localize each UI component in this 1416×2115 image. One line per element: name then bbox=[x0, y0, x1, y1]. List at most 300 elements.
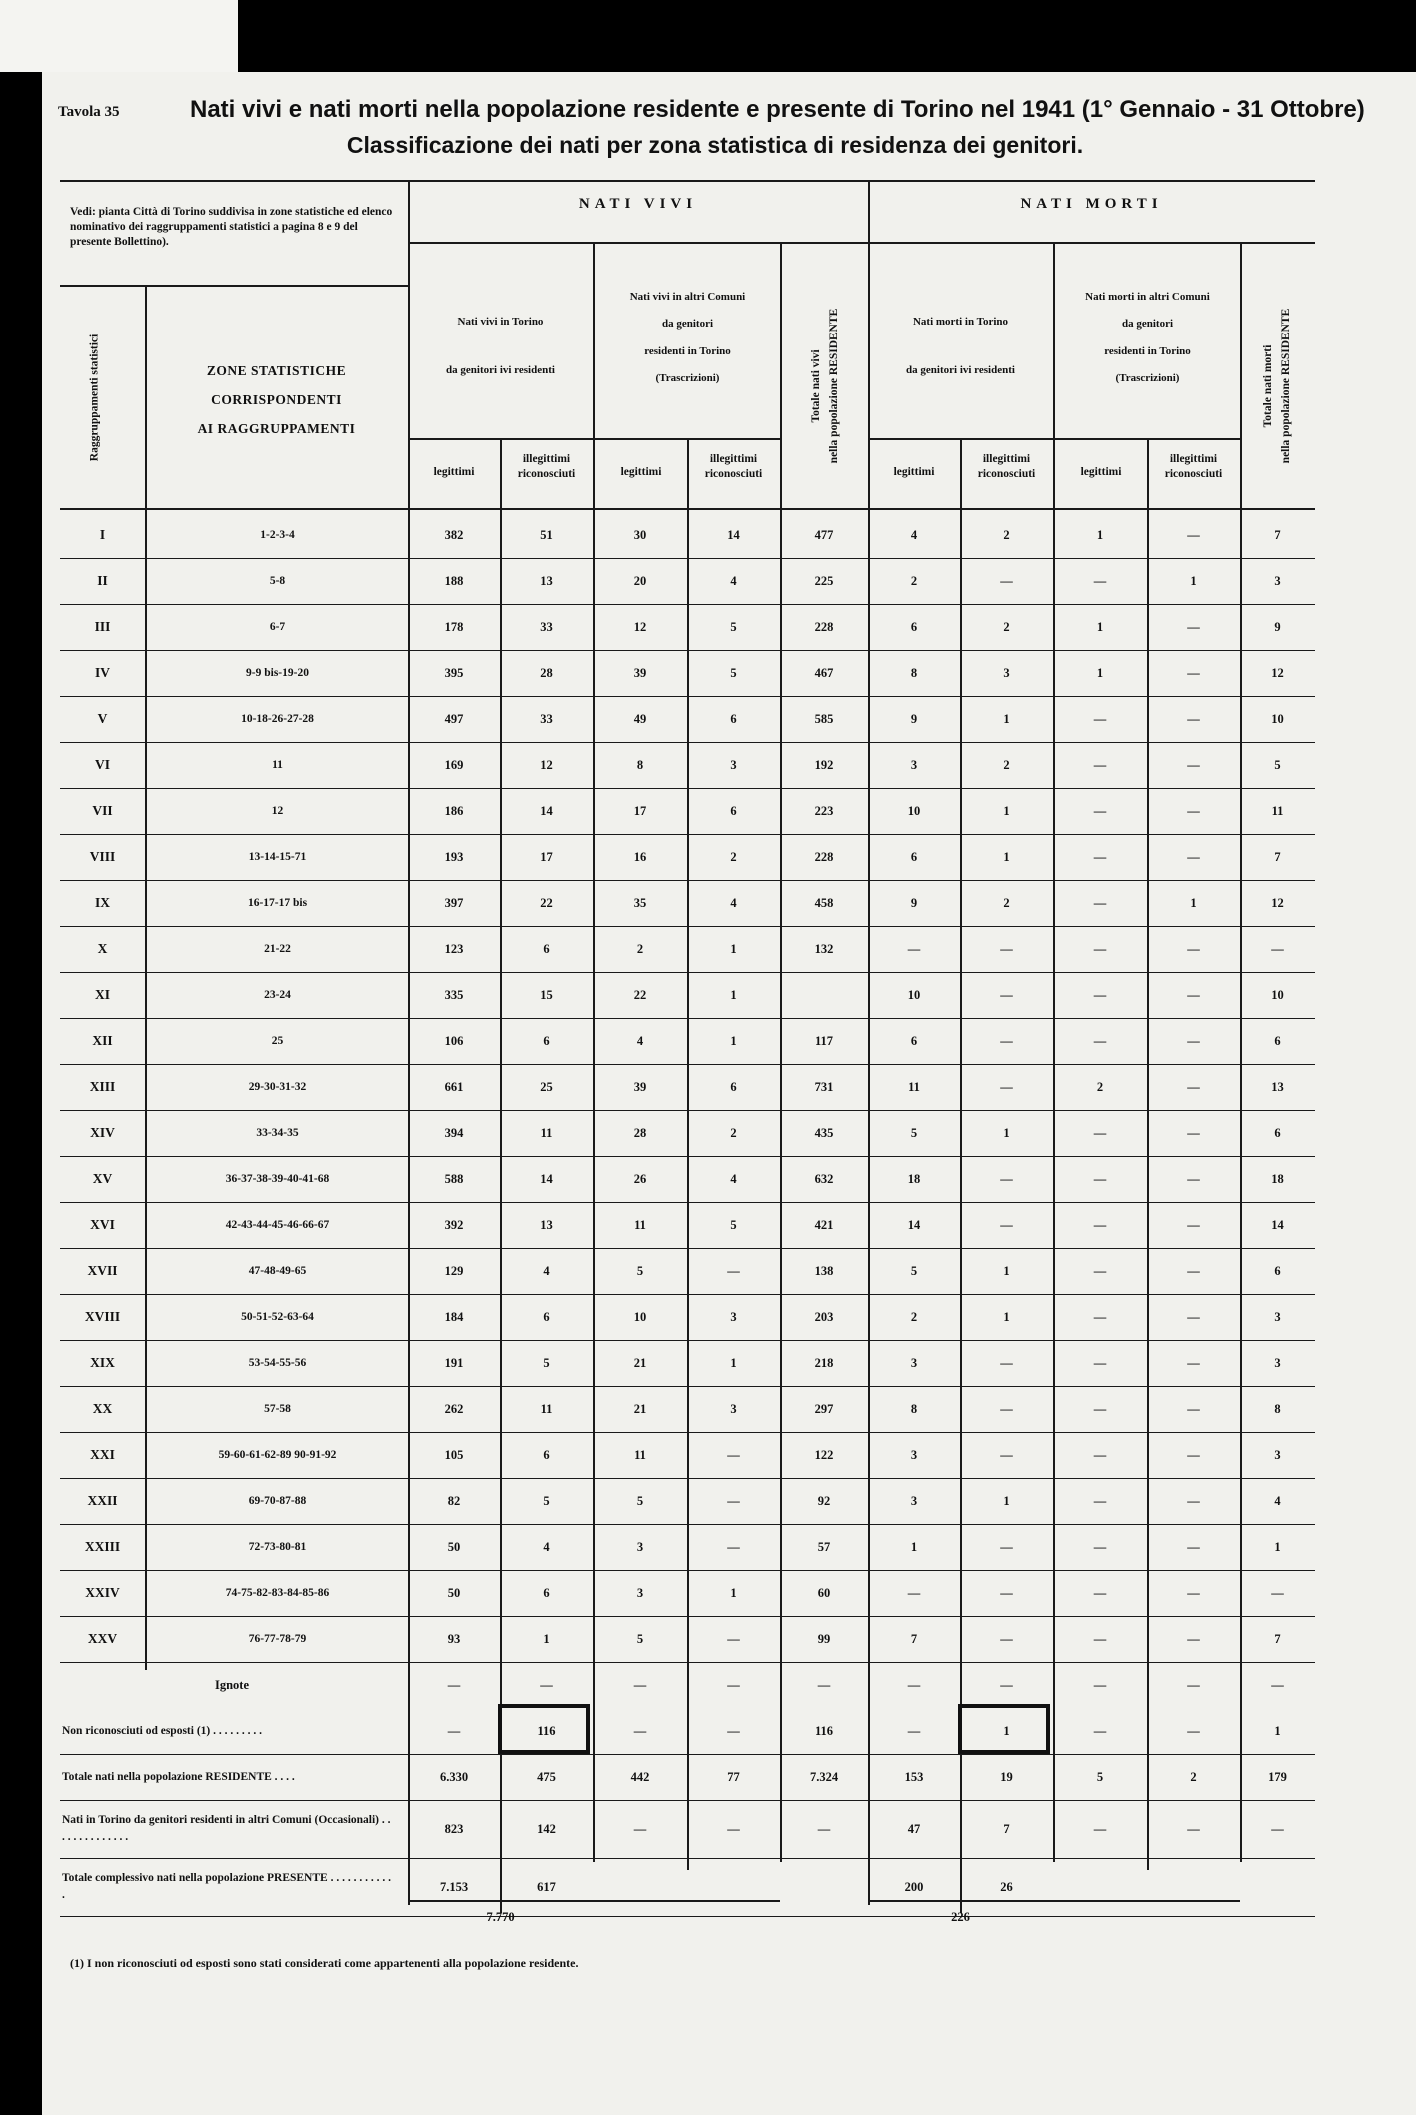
cell-value: 82 bbox=[447, 1494, 461, 1508]
cell-value: 203 bbox=[814, 1310, 834, 1324]
cell-value: 19 bbox=[1000, 1770, 1013, 1784]
table-row bbox=[0, 1248, 1416, 1294]
cell-value: 12 bbox=[633, 620, 647, 634]
header-line: nella popolazione RESIDENTE bbox=[828, 308, 840, 464]
cell-value: — bbox=[1093, 1822, 1107, 1836]
sub-line: illegittimi bbox=[982, 453, 1031, 465]
cell-value: 20 bbox=[633, 574, 647, 588]
grand-total-morti: 226 bbox=[951, 1910, 970, 1924]
cell-value: 1 bbox=[1003, 1724, 1010, 1738]
cell-zone: 6-7 bbox=[269, 621, 286, 633]
cell-value: 435 bbox=[814, 1126, 834, 1140]
column-rule bbox=[1147, 438, 1149, 1870]
cell-value: — bbox=[1093, 1678, 1107, 1692]
cell-value: 5 bbox=[636, 1632, 644, 1646]
cell-value: — bbox=[1093, 850, 1107, 864]
cell-zone: 72-73-80-81 bbox=[248, 1541, 307, 1553]
cell-value: 3 bbox=[636, 1540, 644, 1554]
cell-value bbox=[593, 1858, 687, 1916]
rule bbox=[60, 285, 408, 287]
cell-value: 5 bbox=[730, 620, 737, 634]
cell-value: — bbox=[1187, 712, 1200, 726]
table-row bbox=[0, 1294, 1416, 1340]
cell-zone: 76-77-78-79 bbox=[248, 1633, 307, 1645]
column-rule bbox=[780, 242, 782, 1862]
cell-zone: 57-58 bbox=[264, 1403, 291, 1415]
sub-line: riconosciuti bbox=[704, 468, 763, 480]
cell-value: 16 bbox=[633, 850, 647, 864]
cell-value: 39 bbox=[633, 1080, 647, 1094]
cell-value: 7.153 bbox=[439, 1880, 469, 1894]
header-line: Nati vivi in altri Comuni bbox=[629, 291, 746, 303]
cell-value: 11 bbox=[540, 1402, 553, 1416]
cell-value: — bbox=[1187, 942, 1200, 956]
cell-value: — bbox=[1093, 574, 1107, 588]
cell-value: 2 bbox=[730, 1126, 737, 1140]
cell-value: — bbox=[1187, 1034, 1200, 1048]
cell-value: 3 bbox=[910, 758, 918, 772]
cell-zone: 16-17-17 bis bbox=[247, 897, 308, 909]
cell-value: 2 bbox=[1003, 620, 1010, 634]
header-totale-vivi bbox=[807, 266, 843, 506]
cell-value: 823 bbox=[444, 1822, 464, 1836]
cell-value: 3 bbox=[910, 1448, 918, 1462]
cell-value: 192 bbox=[814, 758, 834, 772]
sub-legittimi: legittimi bbox=[1080, 466, 1122, 478]
cell-value: 188 bbox=[444, 574, 464, 588]
cell-value: 1 bbox=[730, 1586, 737, 1600]
cell-raggruppamento: VIII bbox=[89, 849, 116, 864]
cell-value: 14 bbox=[1271, 1218, 1284, 1232]
cell-value: — bbox=[1271, 1678, 1284, 1692]
header-line: (Trascrizioni) bbox=[1115, 372, 1180, 384]
cell-raggruppamento: XXI bbox=[90, 1447, 115, 1462]
cell-value: — bbox=[633, 1678, 647, 1692]
cell-value: 5 bbox=[543, 1494, 550, 1508]
cell-zone: 25 bbox=[271, 1035, 284, 1047]
header-zone-line: AI RAGGRUPPAMENTI bbox=[197, 421, 356, 436]
header-line: da genitori ivi residenti bbox=[446, 364, 555, 376]
cell-value: — bbox=[727, 1724, 740, 1738]
cell-raggruppamento: XI bbox=[94, 987, 110, 1002]
cell-value: — bbox=[1000, 1080, 1013, 1094]
header-line: da genitori bbox=[1121, 318, 1174, 330]
cell-value: 7 bbox=[1003, 1822, 1010, 1836]
header-line: nella popolazione RESIDENTE bbox=[1280, 308, 1292, 464]
cell-value: 191 bbox=[444, 1356, 464, 1370]
cell-value: 477 bbox=[814, 528, 834, 542]
sub-illegittimi bbox=[687, 452, 780, 482]
cell-value: 3 bbox=[910, 1356, 918, 1370]
cell-value: — bbox=[1187, 1494, 1200, 1508]
sub-line: illegittimi bbox=[709, 453, 758, 465]
cell-raggruppamento: IV bbox=[94, 665, 110, 680]
cell-value: 50 bbox=[447, 1540, 461, 1554]
cell-value: — bbox=[1093, 1172, 1107, 1186]
header-zone-line: CORRISPONDENTI bbox=[211, 392, 342, 407]
cell-value: — bbox=[1093, 1126, 1107, 1140]
cell-value: — bbox=[727, 1678, 740, 1692]
cell-value: 18 bbox=[1271, 1172, 1284, 1186]
cell-value: 93 bbox=[447, 1632, 461, 1646]
cell-value bbox=[1240, 1858, 1315, 1916]
cell-value: 11 bbox=[908, 1080, 920, 1094]
cell-value: 13 bbox=[1271, 1080, 1284, 1094]
header-morti-altri bbox=[1055, 284, 1240, 392]
cell-value bbox=[687, 1858, 780, 1916]
page-title: Nati vivi e nati morti nella popolazione residente e presente di Torino nel 1941 (1° Gennaio - 31 Ottobre) bbox=[190, 96, 1365, 123]
column-rule bbox=[500, 438, 502, 1913]
cell-value: 35 bbox=[633, 896, 647, 910]
cell-raggruppamento: II bbox=[97, 573, 108, 588]
summary-label: Totale complessivo nati nella popolazione PRESENTE . . . . . . . . . . . . bbox=[62, 1872, 391, 1901]
cell-raggruppamento: X bbox=[97, 941, 108, 956]
cell-value: 3 bbox=[730, 1310, 737, 1324]
cell-value: — bbox=[1000, 942, 1013, 956]
cell-value: — bbox=[1000, 1448, 1013, 1462]
column-rule bbox=[687, 438, 689, 1870]
cell-value: 3 bbox=[1274, 1356, 1281, 1370]
cell-value: — bbox=[1187, 1172, 1200, 1186]
table-row bbox=[0, 696, 1416, 742]
cell-value: — bbox=[1000, 988, 1013, 1002]
cell-value: 6 bbox=[543, 1586, 550, 1600]
cell-value: — bbox=[1271, 1822, 1284, 1836]
cell-value: 9 bbox=[1274, 620, 1281, 634]
table-row bbox=[0, 1386, 1416, 1432]
sub-line: illegittimi bbox=[522, 453, 571, 465]
cell-value: 3 bbox=[1274, 574, 1281, 588]
cell-value: 10 bbox=[907, 804, 921, 818]
column-rule bbox=[868, 180, 870, 1905]
cell-value: 5 bbox=[730, 666, 737, 680]
cell-value: 4 bbox=[1274, 1494, 1281, 1508]
cell-value: 33 bbox=[540, 620, 553, 634]
cell-value: 7 bbox=[910, 1632, 918, 1646]
cell-value: — bbox=[1187, 1822, 1200, 1836]
cell-value: 11 bbox=[634, 1448, 646, 1462]
summary-row bbox=[0, 1708, 1416, 1754]
cell-value: 179 bbox=[1268, 1770, 1287, 1784]
cell-value: 1 bbox=[1190, 574, 1197, 588]
sub-legittimi: legittimi bbox=[893, 466, 935, 478]
cell-value: 9 bbox=[910, 896, 918, 910]
cell-value: 106 bbox=[444, 1034, 464, 1048]
cell-value: — bbox=[907, 1724, 921, 1738]
cell-value: — bbox=[1187, 1402, 1200, 1416]
cell-raggruppamento: III bbox=[94, 619, 111, 634]
sub-illegittimi bbox=[1147, 452, 1240, 482]
header-line: Nati morti in Torino bbox=[912, 316, 1009, 328]
cell-value: 1 bbox=[1003, 1310, 1010, 1324]
cell-zone: 69-70-87-88 bbox=[248, 1495, 307, 1507]
cell-value: — bbox=[447, 1724, 461, 1738]
cell-value: — bbox=[1187, 1356, 1200, 1370]
cell-value: 7 bbox=[1274, 528, 1281, 542]
cell-value: 1 bbox=[1096, 666, 1104, 680]
cell-value: — bbox=[1271, 1586, 1284, 1600]
cell-value: 2 bbox=[1003, 758, 1010, 772]
cell-value: 2 bbox=[910, 574, 918, 588]
cell-raggruppamento: XIV bbox=[90, 1125, 115, 1140]
cell-value: 14 bbox=[727, 528, 740, 542]
table-row bbox=[0, 1064, 1416, 1110]
cell-raggruppamento: XVII bbox=[87, 1263, 118, 1278]
cell-value: 11 bbox=[1271, 804, 1284, 818]
cell-value: 12 bbox=[1271, 666, 1284, 680]
cell-value: 193 bbox=[444, 850, 464, 864]
page-subtitle: Classificazione dei nati per zona statistica di residenza dei genitori. bbox=[346, 132, 1084, 158]
cell-value: — bbox=[727, 1632, 740, 1646]
cell-value: — bbox=[727, 1448, 740, 1462]
cell-value: — bbox=[1093, 1586, 1107, 1600]
cell-value: 22 bbox=[633, 988, 647, 1002]
cell-value bbox=[1147, 1858, 1240, 1916]
cell-raggruppamento: XXII bbox=[87, 1493, 118, 1508]
cell-zone: 36-37-38-39-40-41-68 bbox=[225, 1173, 330, 1185]
cell-value: 10 bbox=[1271, 988, 1284, 1002]
cell-raggruppamento: V bbox=[97, 711, 108, 726]
cell-raggruppamento: I bbox=[99, 527, 106, 542]
table-row bbox=[0, 742, 1416, 788]
cell-raggruppamento: XIX bbox=[90, 1355, 115, 1370]
column-rule bbox=[1053, 242, 1055, 1862]
cell-value: 39 bbox=[633, 666, 647, 680]
cell-zone: 23-24 bbox=[264, 989, 291, 1001]
cell-value bbox=[780, 1858, 868, 1916]
cell-value: 47 bbox=[907, 1822, 921, 1836]
cell-value: 6 bbox=[910, 850, 918, 864]
cell-raggruppamento: XVI bbox=[90, 1217, 115, 1232]
cell-value: 129 bbox=[444, 1264, 464, 1278]
cell-value: — bbox=[1093, 896, 1107, 910]
cell-zone: 5-8 bbox=[269, 575, 286, 587]
cell-value: 142 bbox=[537, 1822, 556, 1836]
cell-value: — bbox=[1093, 1632, 1107, 1646]
cell-value: 1 bbox=[1003, 1264, 1010, 1278]
cell-value: 1 bbox=[1096, 620, 1104, 634]
table-row bbox=[0, 558, 1416, 604]
table-row bbox=[0, 1340, 1416, 1386]
cell-raggruppamento: XVIII bbox=[84, 1309, 121, 1324]
cell-value: 30 bbox=[633, 528, 647, 542]
cell-value: 6.330 bbox=[439, 1770, 469, 1784]
cell-value: 2 bbox=[1003, 896, 1010, 910]
header-line: da genitori ivi residenti bbox=[906, 364, 1015, 376]
cell-zone: 47-48-49-65 bbox=[248, 1265, 307, 1277]
cell-value: 117 bbox=[814, 1034, 834, 1048]
header-line: Nati vivi in Torino bbox=[457, 316, 544, 328]
cell-value: — bbox=[1093, 1540, 1107, 1554]
rule bbox=[60, 180, 1315, 182]
cell-value: — bbox=[817, 1678, 831, 1692]
cell-raggruppamento: XIII bbox=[89, 1079, 116, 1094]
cell-zone: 13-14-15-71 bbox=[248, 851, 307, 863]
cell-value: 661 bbox=[444, 1080, 464, 1094]
column-rule bbox=[1240, 242, 1242, 1862]
cell-value: 11 bbox=[634, 1218, 646, 1232]
cell-value: — bbox=[1187, 1264, 1200, 1278]
cell-value: — bbox=[1187, 804, 1200, 818]
grand-total-vivi: 7.770 bbox=[486, 1910, 515, 1924]
cell-value: — bbox=[1000, 1540, 1013, 1554]
cell-value: — bbox=[1187, 1678, 1200, 1692]
table-row bbox=[0, 1202, 1416, 1248]
cell-zone: 1-2-3-4 bbox=[260, 529, 295, 541]
header-line: Totale nati vivi bbox=[810, 349, 822, 423]
header-zone-line: ZONE STATISTICHE bbox=[206, 363, 347, 378]
cell-value: 392 bbox=[444, 1218, 464, 1232]
cell-value: 1 bbox=[1003, 804, 1010, 818]
cell-zone: 11 bbox=[272, 759, 283, 771]
table-body bbox=[0, 508, 1416, 1928]
table-row bbox=[0, 1616, 1416, 1662]
cell-value: — bbox=[1000, 1678, 1013, 1692]
cell-value: 6 bbox=[730, 712, 737, 726]
cell-value: — bbox=[1000, 1218, 1013, 1232]
cell-value: — bbox=[1093, 1724, 1107, 1738]
cell-raggruppamento: XII bbox=[92, 1033, 113, 1048]
header-line: da genitori bbox=[661, 318, 714, 330]
cell-value: 11 bbox=[540, 1126, 553, 1140]
cell-zone: 59-60-61-62-89 90-91-92 bbox=[218, 1449, 337, 1461]
summary-row bbox=[0, 1662, 1416, 1708]
cell-value: 421 bbox=[814, 1218, 834, 1232]
cell-value: 178 bbox=[444, 620, 464, 634]
cell-zone: 10-18-26-27-28 bbox=[241, 713, 314, 725]
cell-value: 585 bbox=[814, 712, 834, 726]
table-row bbox=[0, 512, 1416, 558]
cell-value: — bbox=[1093, 1218, 1107, 1232]
cell-value: — bbox=[1093, 1034, 1107, 1048]
cell-value: 632 bbox=[814, 1172, 834, 1186]
cell-zone: 33-34-35 bbox=[256, 1127, 299, 1139]
cell-value: — bbox=[907, 942, 921, 956]
cell-value: — bbox=[1093, 1310, 1107, 1324]
cell-value: 395 bbox=[444, 666, 464, 680]
cell-value: — bbox=[1187, 850, 1200, 864]
cell-value: 1 bbox=[1274, 1540, 1281, 1554]
cell-value: 12 bbox=[1271, 896, 1284, 910]
cell-value: — bbox=[1000, 1586, 1013, 1600]
cell-value: 6 bbox=[543, 1448, 550, 1462]
cell-value: 57 bbox=[817, 1540, 831, 1554]
cell-value: — bbox=[1093, 1402, 1107, 1416]
header-vivi-altri bbox=[595, 284, 780, 392]
cell-value: 9 bbox=[910, 712, 918, 726]
cell-value: 3 bbox=[730, 1402, 737, 1416]
cell-value: — bbox=[1187, 1724, 1200, 1738]
cell-value: 1 bbox=[1096, 528, 1104, 542]
cell-value: 1 bbox=[730, 1356, 737, 1370]
cell-raggruppamento: XX bbox=[92, 1401, 113, 1416]
reference-note: Vedi: pianta Città di Torino suddivisa in zone statistiche ed elenco nominativo dei raggruppamenti statistici a pagina 8 e 9 del presente Bollettino). bbox=[70, 206, 393, 248]
cell-value: 617 bbox=[537, 1880, 556, 1894]
table-row bbox=[0, 1156, 1416, 1202]
sub-line: riconosciuti bbox=[517, 468, 576, 480]
cell-value: 200 bbox=[904, 1880, 924, 1894]
cell-value: 1 bbox=[730, 988, 737, 1002]
cell-value: 6 bbox=[1274, 1034, 1281, 1048]
cell-value: 297 bbox=[814, 1402, 834, 1416]
summary-label: Ignote bbox=[214, 1678, 250, 1692]
cell-value: 8 bbox=[910, 666, 918, 680]
cell-value: 6 bbox=[730, 804, 737, 818]
cell-value: — bbox=[1000, 574, 1013, 588]
cell-value: 12 bbox=[540, 758, 553, 772]
cell-value: 184 bbox=[444, 1310, 464, 1324]
summary-label: Non riconosciuti od esposti (1) . . . . . . . . . bbox=[62, 1725, 262, 1737]
cell-value: — bbox=[1187, 1310, 1200, 1324]
cell-value: — bbox=[447, 1678, 461, 1692]
cell-value: — bbox=[633, 1822, 647, 1836]
table-row bbox=[0, 1110, 1416, 1156]
cell-value: — bbox=[907, 1678, 921, 1692]
sub-legittimi: legittimi bbox=[433, 466, 475, 478]
cell-value: — bbox=[1093, 1264, 1107, 1278]
table-row bbox=[0, 788, 1416, 834]
cell-value: — bbox=[1187, 1632, 1200, 1646]
cell-value: — bbox=[1187, 1218, 1200, 1232]
cell-value: 6 bbox=[543, 1034, 550, 1048]
cell-zone: 21-22 bbox=[264, 943, 291, 955]
cell-value: — bbox=[1187, 1080, 1200, 1094]
cell-value: 132 bbox=[814, 942, 834, 956]
column-rule bbox=[593, 242, 595, 1862]
table-number: Tavola 35 bbox=[58, 104, 120, 120]
footnote: (1) I non riconosciuti od esposti sono stati considerati come appartenenti alla popolazione residente. bbox=[70, 1956, 579, 1970]
cell-value: — bbox=[1093, 942, 1107, 956]
cell-value: 3 bbox=[730, 758, 737, 772]
cell-value: — bbox=[1187, 528, 1200, 542]
cell-value: 3 bbox=[1003, 666, 1010, 680]
cell-value: 442 bbox=[630, 1770, 650, 1784]
header-raggruppamenti: Raggruppamenti statistici bbox=[88, 333, 101, 462]
highlight-box bbox=[958, 1704, 1050, 1754]
cell-value: 1 bbox=[1190, 896, 1197, 910]
table-row bbox=[0, 650, 1416, 696]
cell-value: 92 bbox=[817, 1494, 831, 1508]
cell-value: — bbox=[1093, 988, 1107, 1002]
cell-value: 1 bbox=[910, 1540, 918, 1554]
cell-value: 28 bbox=[633, 1126, 647, 1140]
cell-value: 1 bbox=[730, 942, 737, 956]
header-vivi-torino bbox=[408, 298, 593, 394]
table-row bbox=[0, 604, 1416, 650]
cell-zone: 74-75-82-83-84-85-86 bbox=[225, 1587, 330, 1599]
cell-value: — bbox=[1093, 758, 1107, 772]
cell-value: 6 bbox=[1274, 1264, 1281, 1278]
cell-value: 17 bbox=[633, 804, 647, 818]
table-row bbox=[0, 1478, 1416, 1524]
cell-value: 186 bbox=[444, 804, 464, 818]
cell-value: 14 bbox=[907, 1218, 921, 1232]
cell-value: 1 bbox=[1003, 1494, 1010, 1508]
cell-value: 2 bbox=[910, 1310, 918, 1324]
cell-value: 5 bbox=[910, 1126, 918, 1140]
cell-value: 26 bbox=[1000, 1880, 1013, 1894]
cell-value: — bbox=[1187, 1586, 1200, 1600]
cell-value: — bbox=[727, 1494, 740, 1508]
cell-zone: 9-9 bis-19-20 bbox=[246, 667, 309, 679]
cell-value: — bbox=[1000, 1034, 1013, 1048]
cell-value: — bbox=[1187, 1448, 1200, 1462]
cell-value: 21 bbox=[633, 1402, 647, 1416]
cell-value: 5 bbox=[730, 1218, 737, 1232]
cell-zone: 53-54-55-56 bbox=[248, 1357, 307, 1369]
table-row bbox=[0, 1570, 1416, 1616]
cell-value: — bbox=[1271, 942, 1284, 956]
